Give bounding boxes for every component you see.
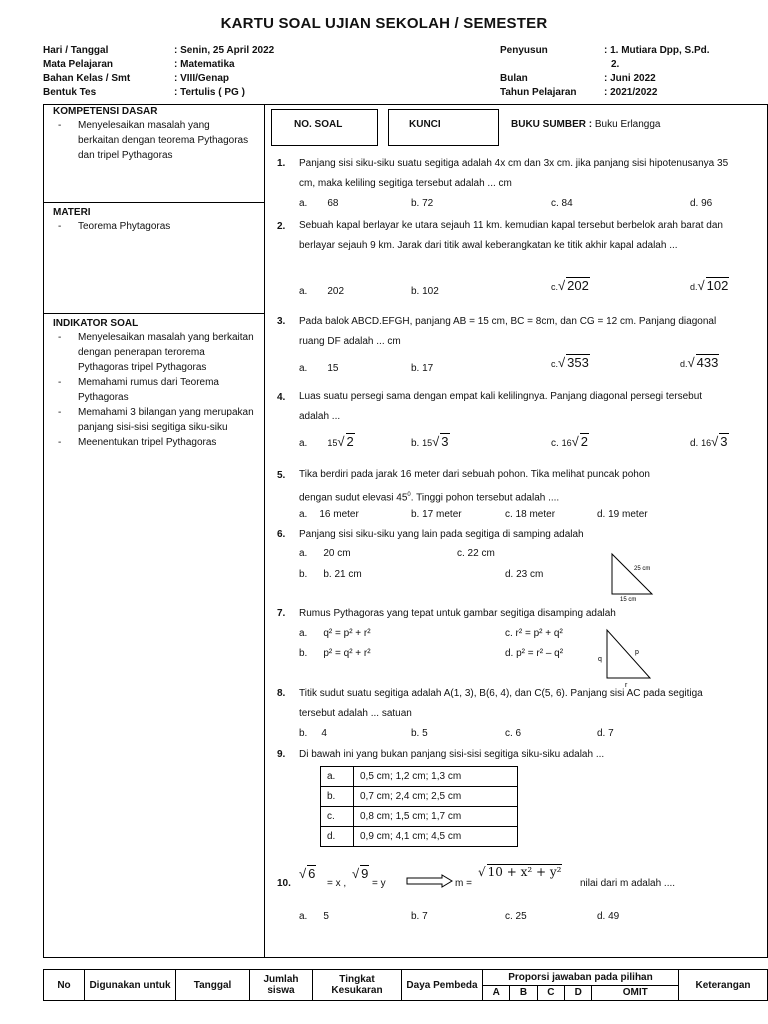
q1-option-b: b. 72 (411, 198, 434, 209)
q6-base-label: 15 cm (620, 597, 637, 602)
footer-choice-c: C (537, 985, 564, 1001)
q9-row-d: d. 0,9 cm; 4,1 cm; 4,5 cm (321, 827, 518, 847)
q10-tail: nilai dari m adalah .... (580, 878, 676, 889)
no-soal-box (271, 109, 378, 146)
q1-option-d: d. 96 (690, 198, 713, 209)
materi-list (52, 219, 252, 234)
header-value-bulan: : Juni 2022 (604, 73, 656, 84)
footer-digunakan: Digunakan untuk (85, 970, 176, 1001)
kd-item: - Menyelesaikan masalah yang berkaitan dengan teorema Pythagoras dan tripel Pythagoras (52, 118, 252, 163)
q3-option-c: c.√ 353 (551, 355, 589, 370)
header-label-hari: Hari / Tanggal (43, 45, 109, 56)
q8-option-a: b. 4 (299, 728, 327, 739)
sidebar-divider-2 (43, 313, 264, 314)
q9-options-table (320, 766, 518, 847)
q7-option-d: d. p² = r² – q² (505, 648, 564, 659)
footer-choice-a: A (483, 985, 510, 1001)
footer-daya: Daya Pembeda (402, 970, 483, 1001)
sidebar-divider-1 (43, 202, 264, 203)
q5-number: 5. (277, 470, 286, 481)
q10-option-b: b. 7 (411, 911, 428, 922)
q3-text: Pada balok ABCD.EFGH, panjang AB = 15 cm, BC = 8cm, dan CG = 12 cm. Panjang diagonal ruang DF adalah ... cm (299, 316, 717, 347)
q7-triangle-figure (595, 628, 665, 690)
buku-sumber (511, 119, 661, 130)
kd-title: KOMPETENSI DASAR (53, 106, 158, 117)
q3-option-a: a. 15 (299, 363, 339, 374)
q5-line-2: dengan sudut elevasi $45^0$. Tinggi pohon tersebut adalah .... (299, 492, 560, 504)
buku-sumber-label: BUKU SUMBER : (511, 119, 593, 130)
q8-option-d: d. 7 (597, 728, 614, 739)
header-value-penyusun: : 1. Mutiara Dpp, S.Pd. (604, 45, 710, 56)
q2-number: 2. (277, 221, 286, 232)
indikator-item-1: - Menyelesaikan masalah yang berkaitan dengan penerapan terorema Pythagoras tripel Pythagoras (52, 330, 257, 375)
q1-number: 1. (277, 158, 286, 169)
q4-number: 4. (277, 392, 286, 403)
footer-choice-d: D (565, 985, 592, 1001)
q6-triangle-shape (612, 554, 652, 594)
header-label-penyusun: Penyusun (500, 45, 548, 56)
q2-option-c: c.√ 202 (551, 278, 589, 293)
header-value-bentuk: : Tertulis ( PG ) (174, 87, 245, 98)
q2-text: Sebuah kapal berlayar ke utara sejauh 11 km. kemudian kapal tersebut berbelok arah barat dan berlayar sejauh 9 km. Jarak dari titik awal keberangkatan ke titik akhir kapal adalah ... (299, 220, 723, 251)
footer-tanggal: Tanggal (176, 970, 250, 1001)
q7-p-label: p (635, 649, 639, 656)
footer-table (43, 969, 768, 1001)
q9-row-a: a. 0,5 cm; 1,2 cm; 1,3 cm (321, 767, 518, 787)
q10-option-d: d. 49 (597, 911, 620, 922)
header-label-kelas: Bahan Kelas / Smt (43, 73, 131, 84)
header-label-bulan: Bulan (500, 73, 528, 84)
header-value-mapel: : Matematika (174, 59, 235, 70)
q4-option-b: b. 15√ 3 (411, 434, 449, 449)
q7-text: Rumus Pythagoras yang tepat untuk gambar segitiga disamping adalah (299, 608, 616, 619)
footer-keterangan: Keterangan (679, 970, 768, 1001)
q10-eq-y: = y (372, 878, 386, 889)
header-value-tahun: : 2021/2022 (604, 87, 658, 98)
q8-option-b: b. 5 (411, 728, 428, 739)
q6-option-b: b. b. 21 cm (299, 569, 362, 580)
footer-no: No (44, 970, 85, 1001)
q6-number: 6. (277, 529, 286, 540)
q9-row-c: c. 0,8 cm; 1,5 cm; 1,7 cm (321, 807, 518, 827)
q7-option-b: b. p² = q² + r² (299, 648, 371, 659)
q2-option-d: d.√ 102 (690, 278, 729, 293)
q7-triangle-shape (607, 630, 650, 678)
q3-option-d: d.√ 433 (680, 355, 719, 370)
no-soal-label: NO. SOAL (294, 119, 343, 130)
q10-eq-x: = x , (327, 878, 347, 889)
header-label-mapel: Mata Pelajaran (43, 59, 114, 70)
footer-tingkat: Tingkat Kesukaran (313, 970, 402, 1001)
indikator-item-3: - Memahami 3 bilangan yang merupakan panjang sisi-sisi segitiga siku-siku (52, 405, 257, 435)
q6-option-a: a. 20 cm (299, 548, 351, 559)
header-label-bentuk: Bentuk Tes (43, 87, 97, 98)
q1-option-a: a. 68 (299, 198, 339, 209)
q10-arrow-icon (406, 874, 454, 888)
q3-number: 3. (277, 316, 286, 327)
header-value-hari: : Senin, 25 April 2022 (174, 45, 275, 56)
q2-option-a: a. 202 (299, 286, 345, 297)
header-value-kelas: : VIII/Genap (174, 73, 230, 84)
q1-text: Panjang sisi siku-siku suatu segitiga adalah 4x cm dan 3x cm. jika panjang sisi hipotenusanya 35 cm, maka keliling segitiga tersebut adalah ... cm (299, 158, 729, 189)
q7-option-a: a. q² = p² + r² (299, 628, 371, 639)
q5-option-a: a. 16 meter (299, 509, 359, 520)
indikator-item-2: - Memahami rumus dari Teorema Pythagoras (52, 375, 257, 405)
q1-option-c: c. 84 (551, 198, 573, 209)
q5-option-d: d. 19 meter (597, 509, 648, 520)
q4-option-a: a. 15√ 2 (299, 434, 354, 449)
kunci-label: KUNCI (409, 119, 441, 130)
q7-r-label: r (625, 682, 628, 689)
footer-proporsi: Proporsi jawaban pada pilihan (483, 970, 679, 986)
q8-number: 8. (277, 688, 286, 699)
q7-number: 7. (277, 608, 286, 619)
q7-option-c: c. r² = p² + q² (505, 628, 563, 639)
footer-choice-omit: OMIT (592, 985, 679, 1001)
q5-option-c: c. 18 meter (505, 509, 556, 520)
q4-text: Luas suatu persegi sama dengan empat kali kelilingnya. Panjang diagonal persegi tersebut adalah ... (299, 391, 703, 422)
footer-choice-b: B (510, 985, 537, 1001)
q10-sqrt-expr: √ 10 + x² + y² (478, 865, 562, 879)
q3-option-b: b. 17 (411, 363, 434, 374)
q6-triangle-figure (600, 552, 660, 602)
q10-sqrt-9: √ 9 (352, 866, 369, 881)
kd-list (52, 118, 252, 163)
q5-line-1: Tika berdiri pada jarak 16 meter dari sebuah pohon. Tika melihat puncak pohon (299, 469, 650, 480)
footer-jumlah: Jumlah siswa (250, 970, 313, 1001)
materi-item: - Teorema Phytagoras (52, 219, 252, 234)
indikator-item-4: - Meenentukan tripel Pythagoras (52, 435, 257, 450)
q7-q-label: q (598, 656, 602, 663)
q10-sqrt-6: √ 6 (299, 866, 316, 881)
q4-option-d: d. 16√ 3 (690, 434, 728, 449)
q10-option-a: a. 5 (299, 911, 329, 922)
q2-option-b: b. 102 (411, 286, 439, 297)
indikator-list (52, 330, 257, 450)
q6-option-c: c. 22 cm (457, 548, 495, 559)
q6-hyp-label: 25 cm (634, 566, 651, 572)
q9-number: 9. (277, 749, 286, 760)
q10-option-c: c. 25 (505, 911, 527, 922)
materi-title: MATERI (53, 207, 91, 218)
q8-option-c: c. 6 (505, 728, 522, 739)
q9-text: Di bawah ini yang bukan panjang sisi-sisi segitiga siku-siku adalah ... (299, 749, 605, 760)
q10-m-eq: m = (455, 878, 472, 889)
q8-text: Titik sudut suatu segitiga adalah A(1, 3), B(6, 4), dan C(5, 6). Panjang sisi AC pada segitiga tersebut adalah ... satuan (299, 688, 703, 719)
q9-row-b: b. 0,7 cm; 2,4 cm; 2,5 cm (321, 787, 518, 807)
column-divider (264, 104, 265, 958)
q5-option-b: b. 17 meter (411, 509, 462, 520)
header-value-penyusun-2: 2. (611, 59, 620, 70)
indikator-title: INDIKATOR SOAL (53, 318, 139, 329)
q10-number: 10. (277, 878, 291, 889)
q6-text: Panjang sisi siku-siku yang lain pada segitiga di samping adalah (299, 529, 584, 540)
q4-option-c: c. 16√ 2 (551, 434, 588, 449)
kunci-box (388, 109, 499, 146)
page-title: KARTU SOAL UJIAN SEKOLAH / SEMESTER (220, 15, 548, 32)
header-label-tahun: Tahun Pelajaran (500, 87, 577, 98)
buku-sumber-value: Buku Erlangga (594, 119, 661, 130)
q6-option-d: d. 23 cm (505, 569, 544, 580)
